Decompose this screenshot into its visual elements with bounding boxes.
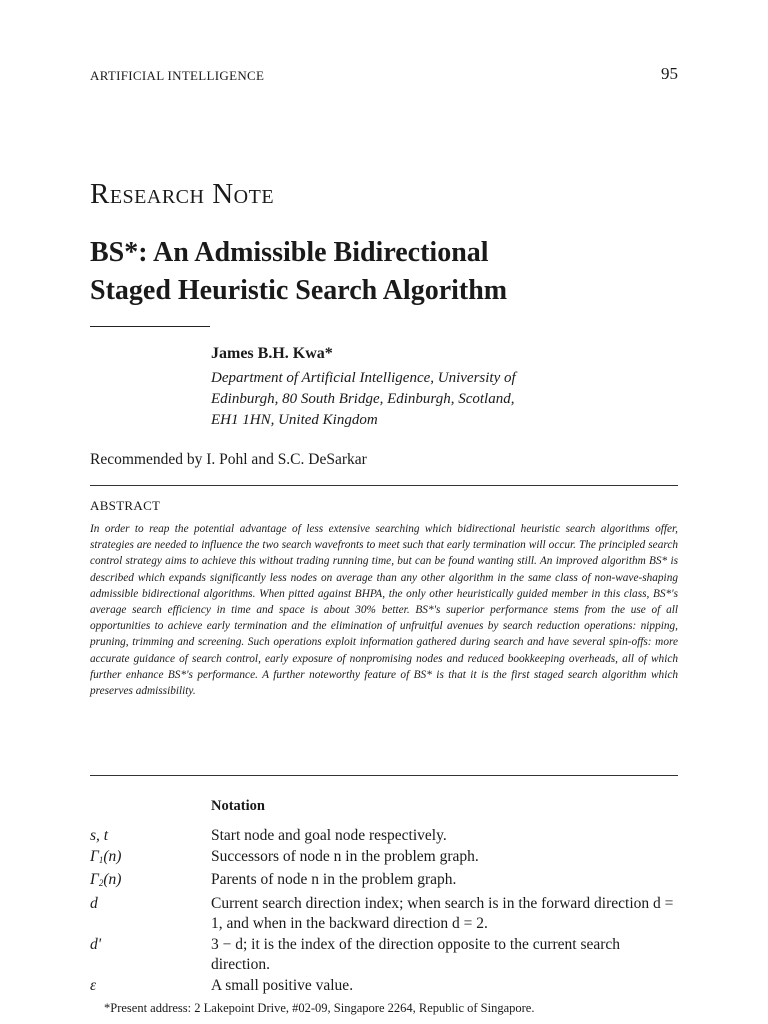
section-label: Research Note bbox=[90, 178, 275, 210]
title-line-1: BS*: An Admissible Bidirectional bbox=[90, 237, 489, 268]
notation-row bbox=[90, 847, 680, 871]
abstract-text: In order to reap the potential advantage of less extensive searching which bidirectional heuristic search algorithms offer, strategies are needed to influence the two search wavefronts to meet such that early termination will occur. The principled search control strategy aims to achieve this without trading running time, but can be found wanting still. An improved algorithm BS* is described which expands significantly less nodes on average than any other algorithm in the same class of non-wave-shaping admissible bidirectional algorithms. When pitted against BHPA, the only other heuristically guided member in this class, BS*'s average search efficiency in time and space is about 30% better. BS*'s superior performance stems from the use of all opportunities to achieve early termination and the elimination of unfruitful avenues by search reduction operations: nipping, pruning, trimming and screening. Such operations exploit information gathered during search and have several spin-offs: more accurate guidance of search control, early exposure of nonpromising nodes and reduced bookkeeping overheads, all of which further enhance BS*'s performance. A further noteworthy feature of BS* is that it is the first staged search algorithm which preserves admissibility. bbox=[90, 523, 678, 698]
notation-symbol: d bbox=[90, 894, 98, 912]
affiliation-line-2: Edinburgh, 80 South Bridge, Edinburgh, Scotland, bbox=[211, 391, 515, 407]
notation-row bbox=[90, 826, 680, 847]
title-divider bbox=[90, 326, 210, 327]
notation-definition: Successors of node n in the problem graph. bbox=[211, 847, 479, 865]
affiliation-line-3: EH1 1HN, United Kingdom bbox=[211, 412, 378, 428]
notation-table bbox=[90, 826, 680, 996]
footnote: *Present address: 2 Lakepoint Drive, #02-09, Singapore 2264, Republic of Singapore. bbox=[104, 1001, 535, 1015]
page-number: 95 bbox=[661, 64, 678, 83]
author-affiliation bbox=[211, 368, 631, 431]
notation-definition: Start node and goal node respectively. bbox=[211, 827, 447, 844]
notation-definition: Parents of node n in the problem graph. bbox=[211, 871, 457, 888]
paper-title bbox=[90, 234, 690, 310]
notation-row bbox=[90, 976, 680, 997]
notation-definition: A small positive value. bbox=[211, 976, 354, 994]
notation-symbol: $\Gamma_1(n)$ bbox=[90, 847, 122, 865]
notation-symbol: ε bbox=[90, 976, 97, 994]
affiliation-line-1: Department of Artificial Intelligence, University of bbox=[211, 370, 516, 386]
notation-symbol: $\Gamma_2(n)$ bbox=[90, 871, 122, 888]
recommended-by: Recommended by I. Pohl and S.C. DeSarkar bbox=[90, 451, 367, 468]
notation-definition: 3 − d; it is the index of the direction opposite to the current search direction. bbox=[211, 935, 621, 973]
abstract-top-rule bbox=[90, 485, 678, 486]
author-name: James B.H. Kwa* bbox=[211, 345, 333, 362]
abstract-bottom-rule bbox=[90, 775, 678, 776]
notation-symbol: s, t bbox=[90, 827, 109, 844]
notation-heading: Notation bbox=[211, 798, 265, 814]
notation-row bbox=[90, 870, 680, 894]
title-line-2: Staged Heuristic Search Algorithm bbox=[90, 275, 508, 306]
abstract-heading: ABSTRACT bbox=[90, 498, 161, 513]
notation-row bbox=[90, 894, 680, 935]
running-head: ARTIFICIAL INTELLIGENCE bbox=[90, 68, 265, 83]
notation-definition: Current search direction index; when search is in the forward direction d = 1, and when in the backward direction d = 2. bbox=[211, 894, 674, 932]
notation-row bbox=[90, 935, 680, 976]
notation-symbol: d' bbox=[90, 935, 102, 953]
